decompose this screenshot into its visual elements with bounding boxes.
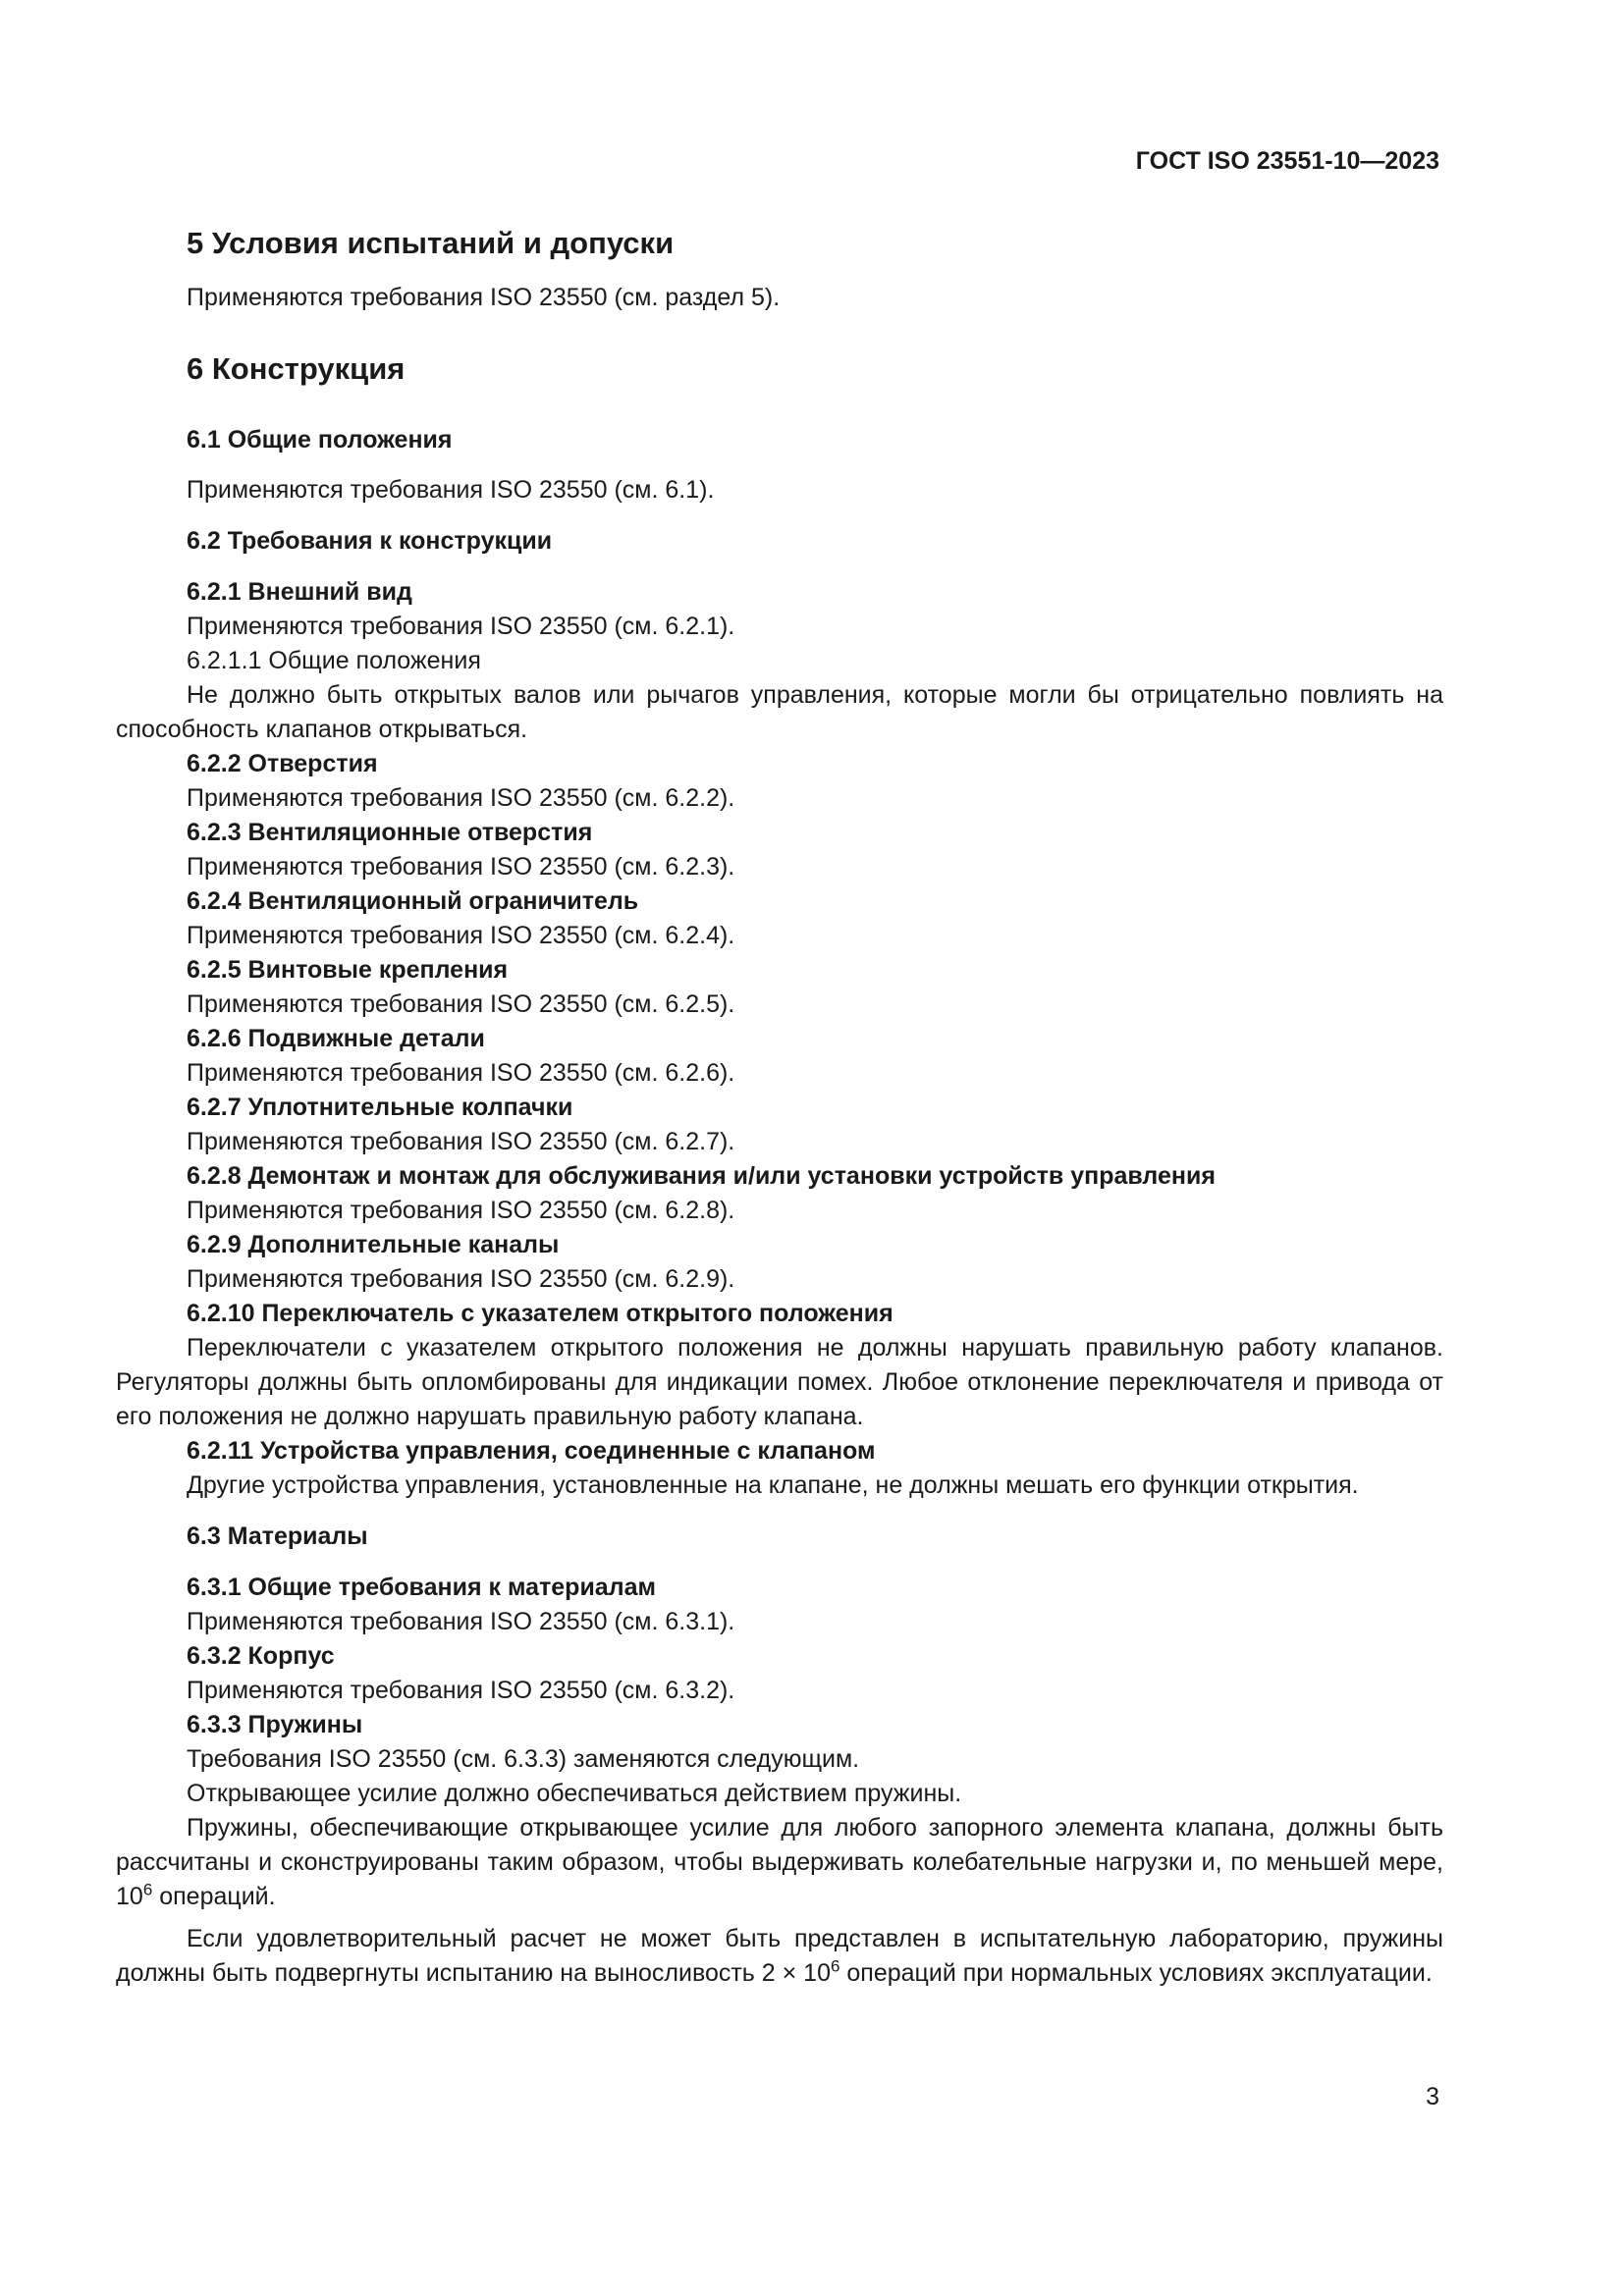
section-6-2-11-heading: 6.2.11 Устройства управления, соединенные с клапаном <box>187 1437 876 1465</box>
document-code: ГОСТ ISO 23551-10—2023 <box>1135 147 1439 175</box>
section-6-2-3-heading: 6.2.3 Вентиляционные отверстия <box>187 819 593 846</box>
section-6-2-4-text: Применяются требования ISO 23550 (см. 6.2.4). <box>187 922 735 949</box>
section-5-text: Применяются требования ISO 23550 (см. раздел 5). <box>187 284 781 311</box>
section-6-3-3-para-2: Открывающее усилие должно обеспечиваться действием пружины. <box>187 1780 962 1807</box>
section-6-2-8-text: Применяются требования ISO 23550 (см. 6.2.8). <box>187 1197 735 1224</box>
section-6-2-2-text: Применяются требования ISO 23550 (см. 6.2.2). <box>187 784 735 812</box>
section-6-3-2-text: Применяются требования ISO 23550 (см. 6.3.2). <box>187 1677 735 1704</box>
section-6-2-8-heading: 6.2.8 Демонтаж и монтаж для обслуживания и/или установки устройств управления <box>187 1162 1216 1190</box>
section-6-1-text: Применяются требования ISO 23550 (см. 6.1). <box>187 476 715 504</box>
para-3-text-a: Пружины, обеспечивающие открывающее усилие для любого запорного элемента клапана, должны быть рассчитаны и сконструированы таким образом, чтобы выдерживать колебательные нагрузки и, по меньшей мере, 10 <box>116 1814 1443 1910</box>
section-6-2-10-heading: 6.2.10 Переключатель с указателем открытого положения <box>187 1300 893 1327</box>
section-6-3-heading: 6.3 Материалы <box>187 1522 368 1550</box>
section-6-2-1-1-text: Не должно быть открытых валов или рычагов управления, которые могли бы отрицательно повлиять на способность клапанов открываться. <box>116 681 1443 743</box>
section-6-2-6-text: Применяются требования ISO 23550 (см. 6.2.6). <box>187 1059 735 1087</box>
section-6-2-7-text: Применяются требования ISO 23550 (см. 6.2.7). <box>187 1128 735 1155</box>
section-6-2-heading: 6.2 Требования к конструкции <box>187 527 553 555</box>
section-6-2-11-text: Другие устройства управления, установленные на клапане, не должны мешать его функции открытия. <box>187 1471 1359 1499</box>
section-6-2-9-heading: 6.2.9 Дополнительные каналы <box>187 1231 560 1258</box>
section-6-3-1-text: Применяются требования ISO 23550 (см. 6.3.1). <box>187 1608 735 1635</box>
section-6-2-2-heading: 6.2.2 Отверстия <box>187 750 378 777</box>
section-6-heading: 6 Конструкция <box>187 351 406 386</box>
section-6-2-7-heading: 6.2.7 Уплотнительные колпачки <box>187 1094 573 1121</box>
section-6-2-3-text: Применяются требования ISO 23550 (см. 6.2.3). <box>187 853 735 881</box>
page-body <box>116 224 1443 1991</box>
para-4-text-a: Если удовлетворительный расчет не может быть представлен в испытательную лабораторию, пружины должны быть подвергнуты испытанию на выносливость 2 × 10 <box>116 1925 1443 1987</box>
section-6-3-3-heading: 6.3.3 Пружины <box>187 1711 363 1738</box>
section-6-2-6-heading: 6.2.6 Подвижные детали <box>187 1025 485 1052</box>
section-6-2-4-heading: 6.2.4 Вентиляционный ограничитель <box>187 887 639 915</box>
section-6-2-1-text: Применяются требования ISO 23550 (см. 6.2.1). <box>187 613 735 640</box>
para-4-text-b: операций при нормальных условиях эксплуатации. <box>839 1959 1433 1987</box>
section-6-3-3-para-1: Требования ISO 23550 (см. 6.3.3) заменяются следующим. <box>187 1745 860 1773</box>
section-6-2-1-1-heading: 6.2.1.1 Общие положения <box>187 647 481 674</box>
section-5-heading: 5 Условия испытаний и допуски <box>187 226 675 260</box>
section-6-3-3-para-3 <box>116 1811 1443 1914</box>
section-6-2-9-text: Применяются требования ISO 23550 (см. 6.2.9). <box>187 1265 735 1293</box>
section-6-2-1-heading: 6.2.1 Внешний вид <box>187 578 412 606</box>
para-3-exponent: 6 <box>142 1880 153 1899</box>
para-3-text-b: операций. <box>152 1883 276 1910</box>
section-6-3-2-heading: 6.3.2 Корпус <box>187 1642 335 1670</box>
section-6-3-1-heading: 6.3.1 Общие требования к материалам <box>187 1574 656 1601</box>
section-6-2-5-heading: 6.2.5 Винтовые крепления <box>187 956 509 984</box>
section-6-2-5-text: Применяются требования ISO 23550 (см. 6.2.5). <box>187 990 735 1018</box>
para-4-exponent: 6 <box>830 1956 840 1976</box>
section-6-1-heading: 6.1 Общие положения <box>187 426 453 454</box>
page-number: 3 <box>1426 2083 1439 2110</box>
section-6-2-10-text: Переключатели с указателем открытого положения не должны нарушать правильную работу клапанов. Регуляторы должны быть опломбированы для индикации помех. Любое отклонение переключателя и привода от его положения не должно нарушать правильную работу клапана. <box>116 1334 1443 1430</box>
section-6-3-3-para-4 <box>116 1922 1443 1991</box>
